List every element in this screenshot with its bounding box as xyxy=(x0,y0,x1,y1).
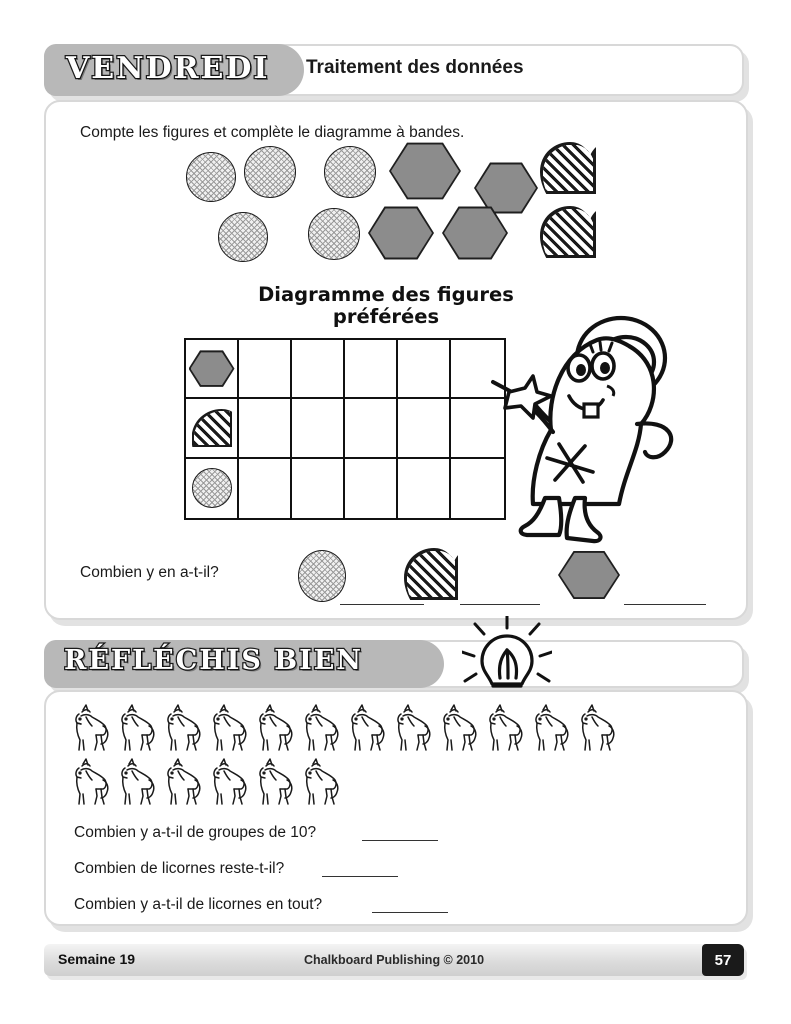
unicorn-row-1 xyxy=(70,704,630,756)
pool-heart xyxy=(540,142,596,194)
unicorn-icon xyxy=(162,704,202,752)
chart-cell[interactable] xyxy=(345,340,398,399)
instruction-text: Compte les figures et complète le diagramme à bandes. xyxy=(80,124,465,141)
pool-hexagon xyxy=(474,162,538,214)
unicorn-icon xyxy=(254,758,294,806)
chart-cell[interactable] xyxy=(292,399,345,458)
count-question-label: Combien y en a-t-il? xyxy=(80,564,219,581)
count-hexagon-answer-line[interactable] xyxy=(624,604,706,605)
unicorn-icon xyxy=(438,704,478,752)
day-header xyxy=(44,44,744,96)
chart-cell[interactable] xyxy=(398,399,451,458)
unicorn-icon xyxy=(116,758,156,806)
pool-heart xyxy=(540,206,596,258)
chart-title-line2: préférées xyxy=(332,304,440,328)
question-2-answer-line[interactable] xyxy=(322,876,398,877)
unicorn-icon xyxy=(530,704,570,752)
pool-hexagon xyxy=(368,206,434,260)
count-heart-answer-line[interactable] xyxy=(460,604,540,605)
chart-cell[interactable] xyxy=(292,340,345,399)
chart-cell-label-hexagon xyxy=(186,340,239,399)
unicorn-icon xyxy=(576,704,616,752)
chart-cell[interactable] xyxy=(398,459,451,518)
unicorn-icon xyxy=(208,704,248,752)
chart-cell[interactable] xyxy=(345,399,398,458)
hexagon-icon xyxy=(189,350,235,388)
unicorn-icon xyxy=(346,704,386,752)
footer-copyright: Chalkboard Publishing © 2010 xyxy=(303,953,485,967)
question-2-text: Combien de licornes reste-t-il? xyxy=(74,860,285,877)
chart-cell[interactable] xyxy=(398,340,451,399)
chart-cell[interactable] xyxy=(239,459,292,518)
chart-cell[interactable] xyxy=(239,399,292,458)
unicorn-icon xyxy=(484,704,524,752)
question-1-answer-line[interactable] xyxy=(362,840,438,841)
unicorn-icon xyxy=(300,704,340,752)
footer-week-label: Semaine 19 xyxy=(58,951,136,967)
chart-cell[interactable] xyxy=(239,340,292,399)
page-footer xyxy=(44,944,744,976)
chart-cell[interactable] xyxy=(345,459,398,518)
count-hexagon-icon xyxy=(558,550,620,600)
reflect-header xyxy=(44,640,744,688)
unicorn-icon xyxy=(70,758,110,806)
question-1-text: Combien y a-t-il de groupes de 10? xyxy=(74,824,317,841)
bar-chart-grid xyxy=(184,338,506,520)
unicorn-icon xyxy=(116,704,156,752)
day-badge-label: VENDREDI xyxy=(66,51,270,86)
count-heart-icon xyxy=(404,548,458,600)
footer-page-number: 57 xyxy=(702,944,744,976)
unicorn-row-2 xyxy=(70,758,370,810)
circle-icon xyxy=(192,468,232,508)
unicorn-icon xyxy=(300,758,340,806)
chart-cell[interactable] xyxy=(292,459,345,518)
pool-circle xyxy=(308,208,360,260)
reflect-badge-label: RÉFLÉCHIS BIEN xyxy=(64,645,363,676)
pool-circle xyxy=(218,212,268,262)
pool-hexagon xyxy=(389,142,461,200)
pool-circle xyxy=(186,152,236,202)
count-circle-answer-line[interactable] xyxy=(340,604,424,605)
unicorn-icon xyxy=(162,758,202,806)
chart-cell-label-heart xyxy=(186,399,239,458)
unicorn-icon xyxy=(392,704,432,752)
unicorn-icon xyxy=(208,758,248,806)
unicorn-icon xyxy=(254,704,294,752)
day-subject-label: Traitement des données xyxy=(306,57,524,78)
question-3-text: Combien y a-t-il de licornes en tout? xyxy=(74,896,323,913)
question-3-answer-line[interactable] xyxy=(372,912,448,913)
heart-icon xyxy=(192,409,232,447)
unicorn-icon xyxy=(70,704,110,752)
reflect-panel xyxy=(44,690,748,926)
pool-hexagon xyxy=(442,206,508,260)
count-circle-icon xyxy=(298,550,346,602)
pool-circle xyxy=(324,146,376,198)
pool-circle xyxy=(244,146,296,198)
chart-title-line1: Diagramme des figures xyxy=(258,283,514,306)
chart-cell-label-circle xyxy=(186,459,239,518)
shape-pool xyxy=(46,102,746,282)
mouse-mascot xyxy=(489,312,689,557)
activity-panel xyxy=(44,100,748,620)
